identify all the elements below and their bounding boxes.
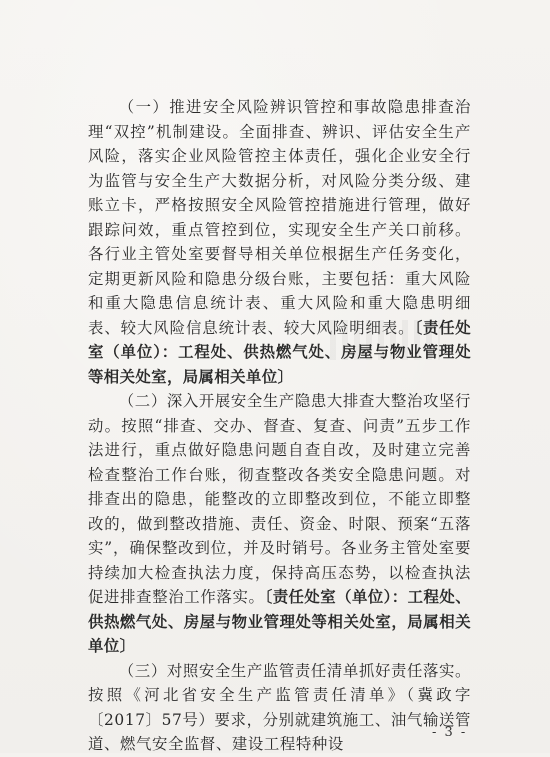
page-number: - 3 -	[432, 725, 468, 740]
paragraph-3	[88, 659, 471, 757]
paragraph-2-text: （二）深入开展安全生产隐患大排查大整治攻坚行动。按照“排查、交办、督查、复查、问责”五步工作法进行，重点做好隐患问题自查自改，及时建立完善检查整治工作台账，彻查整改各类安全隐患问题。对排查出的隐患，能整改的立即整改到位，不能立即整改的，做到整改措施、责任、资金、时限、预案“五落实”，确保整改到位，并及时销号。各业务主管处室要持续加大检查执法力度，保持高压态势，以检查执法促进排查整治工作落实。	[88, 392, 471, 606]
paragraph-1-responsibility: 〔责任处室（单位）：工程处、供热燃气处、房屋与物业管理处等相关处室，局属相关单位〕	[88, 318, 471, 386]
paragraph-1	[88, 95, 471, 389]
document-body	[88, 95, 471, 757]
paragraph-2-responsibility: 〔责任处室（单位）：工程处、供热燃气处、房屋与物业管理处等相关处室，局属相关单位〕	[88, 588, 472, 655]
paragraph-3-text: （三）对照安全生产监管责任清单抓好责任落实。按照《河北省安全生产监管责任清单》（冀政字〔2017〕57号）要求，分别就建筑施工、油气输送管道、燃气安全监督、建设工程特种设	[88, 661, 471, 753]
paragraph-2	[88, 389, 471, 659]
paragraph-1-text: （一）推进安全风险辨识管控和事故隐患排查治理“双控”机制建设。全面排查、辨识、评估安全生产风险，落实企业风险管控主体责任，强化企业安全行为监管与安全生产大数据分析，对风险分类分级、建账立卡，严格按照安全风险管控措施进行管理，做好跟踪问效，重点管控到位，实现安全生产关口前移。各行业主管处室要督导相关单位根据生产任务变化，定期更新风险和隐患分级台账，主要包括：重大风险和重大隐患信息统计表、重大风险和重大隐患明细表、较大风险信息统计表、较大风险明细表。	[88, 98, 471, 337]
